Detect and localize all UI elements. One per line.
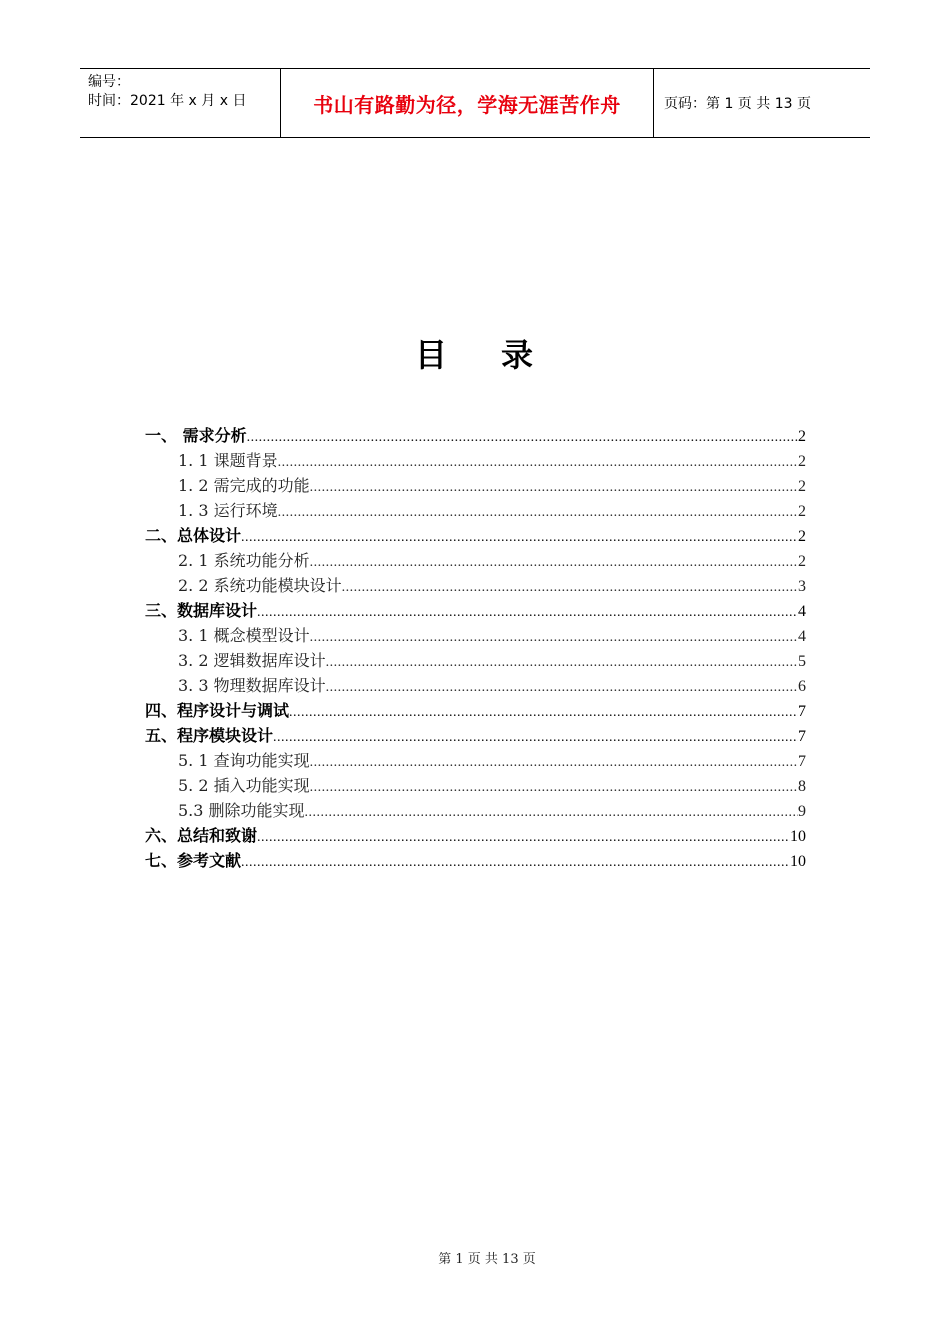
date-label: 时间：2021 年 x 月 x 日 [88,93,247,109]
toc-entry[interactable] [145,648,806,673]
header-page-info: 页码：第 1 页 共 13 页 [664,96,811,112]
toc-leader [278,450,798,475]
toc-entry-page: 2 [798,553,806,570]
toc-leader [310,475,798,500]
page-header [80,68,870,138]
toc-entry-page: 4 [798,628,806,645]
toc-entry-page: 6 [798,678,806,695]
toc-entry-page: 3 [798,578,806,595]
toc-entry[interactable] [145,573,806,598]
toc-entry-label: 四、程序设计与调试 [145,701,290,720]
header-motto: 书山有路勤为径，学海无涯苦作舟 [281,69,654,137]
toc-title-char-1: 目 [414,336,449,374]
toc-leader [310,625,798,650]
toc-leader [241,525,798,550]
toc-entry[interactable] [145,723,806,748]
toc-entry-page: 2 [798,503,806,520]
toc-entry-page: 9 [798,803,806,820]
number-label: 编号： [88,74,130,90]
header-meta [80,69,281,137]
toc-entry[interactable] [145,823,806,848]
toc-leader [310,550,798,575]
toc-entry-page: 10 [790,828,806,845]
toc-entry-label: 1. 1 课题背景 [178,451,278,470]
toc-entry-page: 10 [790,853,806,870]
toc-entry[interactable] [145,848,806,873]
toc-entry[interactable] [145,673,806,698]
toc-entry-label: 2. 2 系统功能模块设计 [178,576,342,595]
toc-entry-label: 5. 2 插入功能实现 [178,776,310,795]
toc-entry-label: 二、总体设计 [145,526,242,545]
toc-entry[interactable] [145,423,806,448]
toc-entry-label: 三、数据库设计 [145,601,258,620]
toc-entry-label: 3. 3 物理数据库设计 [178,676,326,695]
toc-entry[interactable] [145,498,806,523]
toc-leader [310,750,798,775]
toc-entry-page: 7 [798,753,806,770]
toc-entry-label: 六、总结和致谢 [145,826,258,845]
toc-entry[interactable] [145,623,806,648]
toc-entry[interactable] [145,598,806,623]
toc-entry-label: 3. 1 概念模型设计 [178,626,310,645]
toc-leader [289,700,798,725]
toc-entry-page: 7 [798,728,806,745]
toc-entry-label: 3. 2 逻辑数据库设计 [178,651,326,670]
toc-leader [326,650,798,675]
toc-entry-label: 5. 1 查询功能实现 [178,751,310,770]
toc-entry[interactable] [145,523,806,548]
toc-entry-label: 1. 2 需完成的功能 [178,476,310,495]
toc-entry-page: 2 [798,428,806,445]
toc-entry[interactable] [145,698,806,723]
toc-leader [305,800,798,825]
toc-entry-page: 4 [798,603,806,620]
toc-entry-label: 一、 需求分析 [145,426,247,445]
toc-leader [310,775,798,800]
toc-entry[interactable] [145,473,806,498]
table-of-contents [145,423,806,873]
toc-leader [326,675,798,700]
toc-entry-label: 5.3 删除功能实现 [178,801,305,820]
toc-entry-page: 2 [798,478,806,495]
toc-entry-page: 5 [798,653,806,670]
toc-entry[interactable] [145,773,806,798]
toc-entry-label: 1. 3 运行环境 [178,501,278,520]
toc-leader [273,725,798,750]
toc-leader [247,425,798,450]
toc-entry[interactable] [145,748,806,773]
toc-entry[interactable] [145,448,806,473]
toc-leader [241,850,790,875]
toc-entry[interactable] [145,798,806,823]
toc-leader [278,500,798,525]
toc-entry-label: 五、程序模块设计 [145,726,274,745]
page-footer: 第 1 页 共 13 页 [438,1252,536,1267]
toc-entry-page: 2 [798,528,806,545]
toc-entry-label: 七、参考文献 [145,851,242,870]
toc-entry-page: 7 [798,703,806,720]
toc-leader [257,825,790,850]
toc-entry-page: 2 [798,453,806,470]
toc-entry[interactable] [145,548,806,573]
toc-title-char-2: 录 [501,336,536,374]
toc-title [0,330,950,376]
toc-entry-page: 8 [798,778,806,795]
toc-leader [257,600,798,625]
toc-entry-label: 2. 1 系统功能分析 [178,551,310,570]
toc-leader [342,575,798,600]
